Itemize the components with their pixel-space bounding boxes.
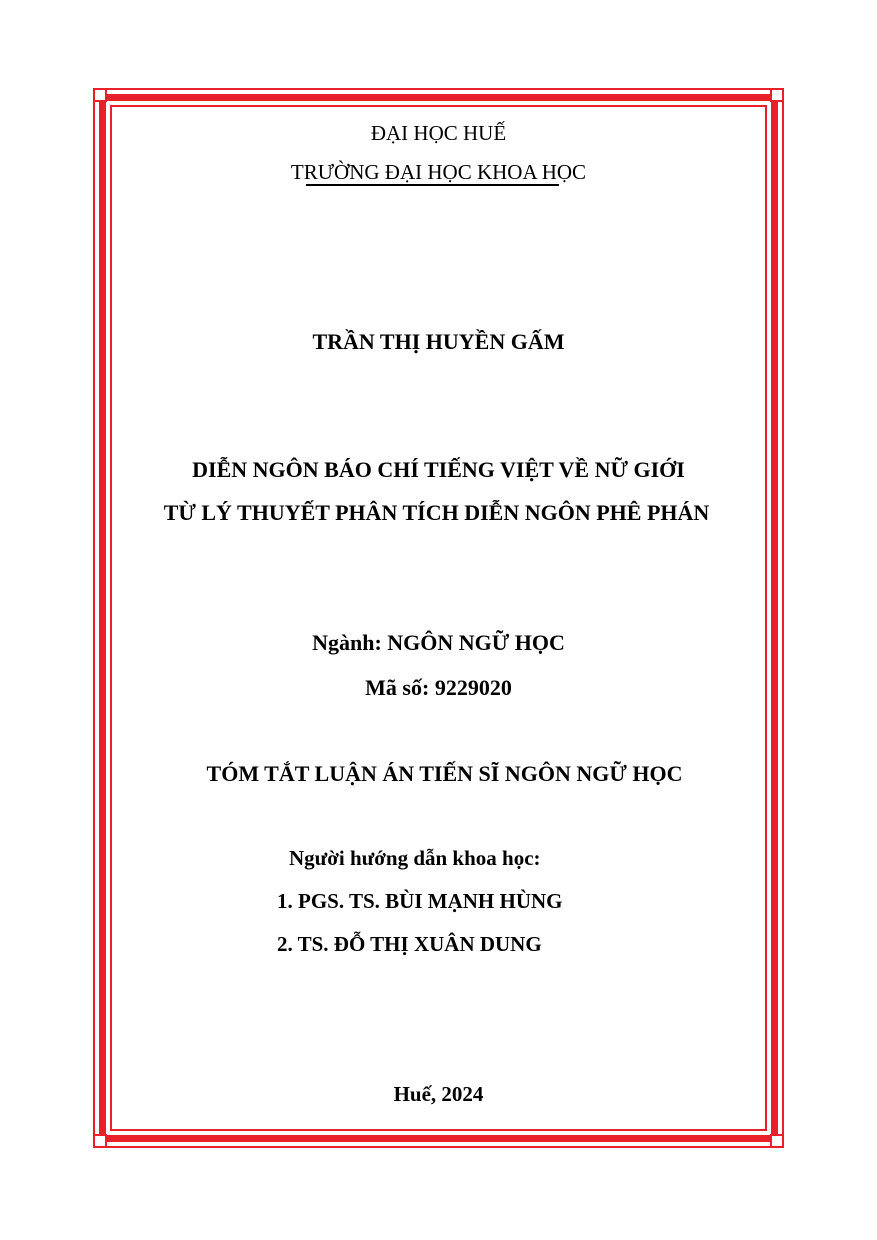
thesis-title-line-1: DIỄN NGÔN BÁO CHÍ TIẾNG VIỆT VỀ NỮ GIỚI <box>192 457 685 482</box>
place-year: Huế, 2024 <box>393 1082 484 1106</box>
border-corner-bottom-right <box>770 1134 784 1148</box>
college-underline <box>306 184 559 186</box>
major: Ngành: NGÔN NGỮ HỌC <box>312 630 565 655</box>
supervisor-item: 1. PGS. TS. BÙI MẠNH HÙNG <box>277 889 563 913</box>
supervisors-label: Người hướng dẫn khoa học: <box>289 846 541 870</box>
university-name: ĐẠI HỌC HUẾ <box>370 121 507 145</box>
document-type: TÓM TẮT LUẬN ÁN TIẾN SĨ NGÔN NGỮ HỌC <box>206 761 683 786</box>
border-corner-top-left <box>93 88 107 102</box>
major-code: Mã số: 9229020 <box>365 675 512 700</box>
supervisor-item: 2. TS. ĐỖ THỊ XUÂN DUNG <box>277 932 542 956</box>
college-name: TRƯỜNG ĐẠI HỌC KHOA HỌC <box>290 160 587 184</box>
author-name: TRẦN THỊ HUYỀN GẤM <box>312 329 565 354</box>
thesis-title-line-2: TỪ LÝ THUYẾT PHÂN TÍCH DIỄN NGÔN PHÊ PHÁN <box>163 500 710 525</box>
border-corner-top-right <box>770 88 784 102</box>
border-corner-bottom-left <box>93 1134 107 1148</box>
page-border-inner <box>110 105 767 1131</box>
